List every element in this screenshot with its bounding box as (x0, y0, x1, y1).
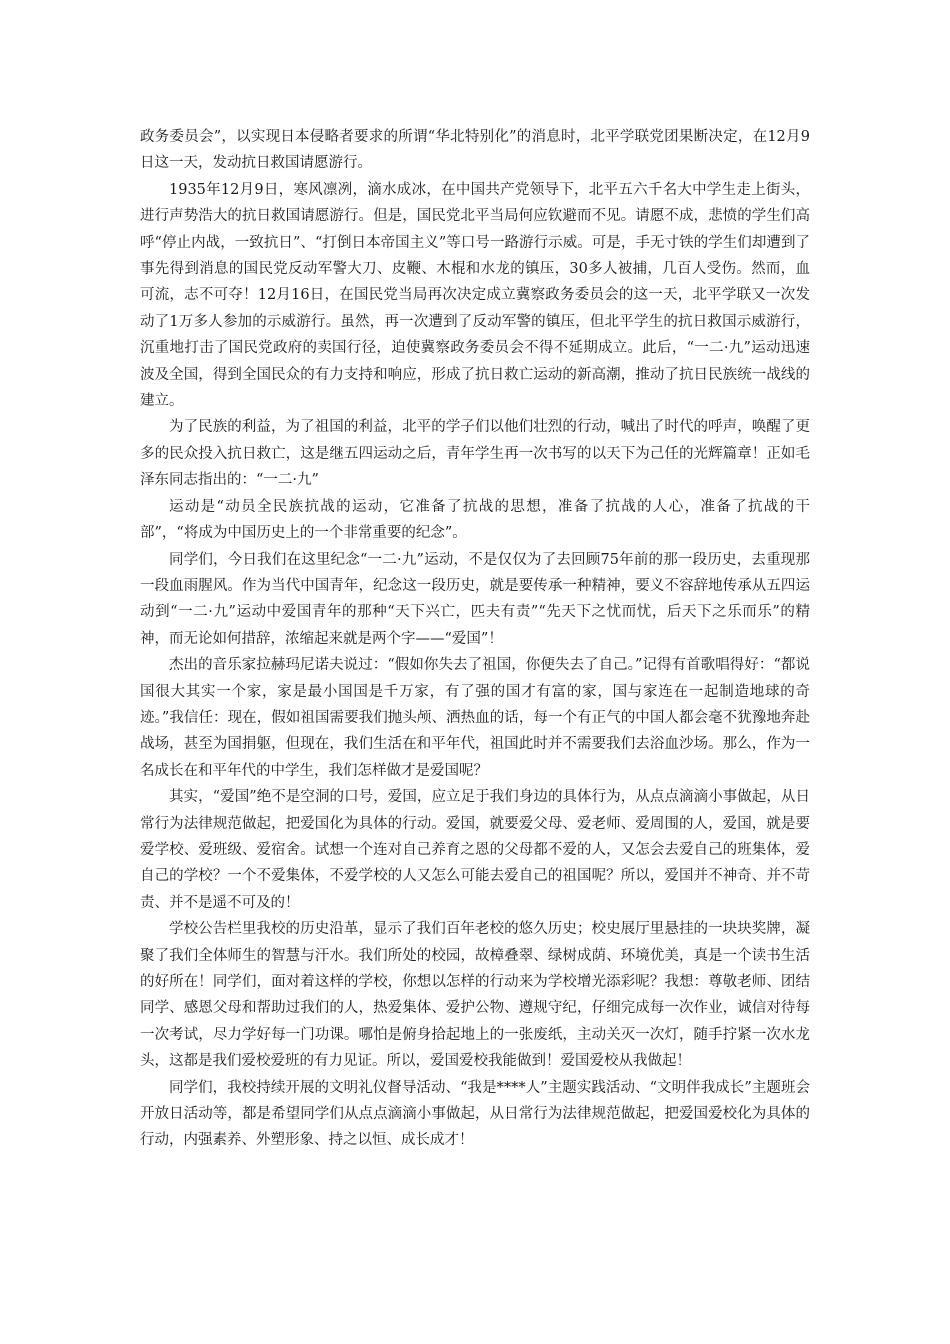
paragraph-rachmaninoff: 杰出的音乐家拉赫玛尼诺夫说过：“假如你失去了祖国，你便失去了自己。”记得有首歌唱得好：“都说国很大其实一个家，家是最小国国是千万家，有了强的国才有富的家，国与家连在一起制造地球的奇迹。”我信任：现在，假如祖国需要我们抛头颅、洒热血的话，每一个有正气的中国人都会毫不犹豫地奔赴战场，甚至为国捐躯，但现在，我们生活在和平年代，祖国此时并不需要我们去浴血沙场。那么，作为一名成长在和平年代的中学生，我们怎样做才是爱国呢？ (140, 657, 810, 779)
paragraph-national-interest: 为了民族的利益，为了祖国的利益，北平的学子们以他们壮烈的行动，喊出了时代的呼声，唤醒了更多的民众投入抗日救亡，这是继五四运动之后，青年学生再一次书写的以天下为己任的光辉篇章！正如毛泽东同志指出的：“一二·九” (140, 419, 810, 489)
paragraph-december-9: 1935年12月9日，寒风凛冽，滴水成冰，在中国共产党领导下，北平五六千名大中学生走上街头，进行声势浩大的抗日救国请愿游行。但是，国民党北平当局何应钦避而不见。请愿不成，悲愤的学生们高呼“停止内战，一致抗日”、“打倒日本帝国主义”等口号一路游行示威。可是，手无寸铁的学生们却遭到了事先得到消息的国民党反动军警大刀、皮鞭、木棍和水龙的镇压，30多人被捕，几百人受伤。然而，血可流，志不可夺！12月16日，在国民党当局再次决定成立冀察政务委员会的这一天，北平学联又一次发动了1万多人参加的示威游行。虽然，再一次遭到了反动军警的镇压，但北平学生的抗日救国示威游行，沉重地打击了国民党政府的卖国行径，迫使冀察政务委员会不得不延期成立。此后，“一二·九”运动迅速波及全国，得到全国民众的有力支持和响应，形成了抗日救亡运动的新高潮，推动了抗日民族统一战线的建立。 (140, 181, 810, 410)
paragraph-continuation: 政务委员会”，以实现日本侵略者要求的所谓“华北特别化”的消息时，北平学联党团果断决定，在12月9日这一天，发动抗日救国请愿游行。 (140, 129, 810, 172)
paragraph-mao-quote: 运动是“动员全民族抗战的运动，它准备了抗战的思想，准备了抗战的人心，准备了抗战的干部”，“将成为中国历史上的一个非常重要的纪念”。 (140, 498, 810, 542)
paragraph-school-activities: 同学们，我校持续开展的文明礼仪督导活动、“我是****人”主题实践活动、“文明伴我成长”主题班会开放日活动等，都是希望同学们从点点滴滴小事做起，从日常行为法律规范做起，把爱国爱校化为具体的行动，内强素养、外塑形象、持之以恒、成长成才！ (140, 1079, 810, 1149)
paragraph-school-history: 学校公告栏里我校的历史沿革，显示了我们百年老校的悠久历史；校史展厅里悬挂的一块块奖牌，凝聚了我们全体师生的智慧与汗水。我们所处的校园，故樟叠翠、绿树成荫、环境优美，真是一个读书生活的好所在！同学们，面对着这样的学校，你想以怎样的行动来为学校增光添彩呢？我想：尊敬老师、团结同学、感恩父母和帮助过我们的人，热爱集体、爱护公物、遵规守纪，仔细完成每一次作业，诚信对待每一次考试，尽力学好每一门功课。哪怕是俯身拾起地上的一张废纸，主动关灭一次灯，随手拧紧一次水龙头，这都是我们爱校爱班的有力见证。所以，爱国爱校我能做到！爱国爱校从我做起！ (140, 921, 810, 1070)
document-body (140, 124, 810, 1154)
paragraph-commemoration: 同学们，今日我们在这里纪念“一二·九”运动，不是仅仅为了去回顾75年前的那一段历史，去重现那一段血雨腥风。作为当代中国青年，纪念这一段历史，就是要传承一种精神，要义不容辞地传承从五四运动到“一二·九”运动中爱国青年的那种“天下兴亡，匹夫有责”“先天下之忧而忧，后天下之乐而乐”的精神，而无论如何措辞，浓缩起来就是两个字——“爱国”！ (140, 551, 810, 647)
paragraph-patriotism-actions: 其实，“爱国”绝不是空洞的口号，爱国，应立足于我们身边的具体行为，从点点滴滴小事做起，从日常行为法律规范做起，把爱国化为具体的行动。爱国，就要爱父母、爱老师、爱周围的人，爱国，就是要爱学校、爱班级、爱宿舍。试想一个连对自己养育之恩的父母都不爱的人，又怎会去爱自己的班集体，爱自己的学校？一个不爱集体，不爱学校的人又怎么可能去爱自己的祖国呢？所以，爱国并不神奇、并不苛责、并不是遥不可及的！ (140, 789, 810, 911)
